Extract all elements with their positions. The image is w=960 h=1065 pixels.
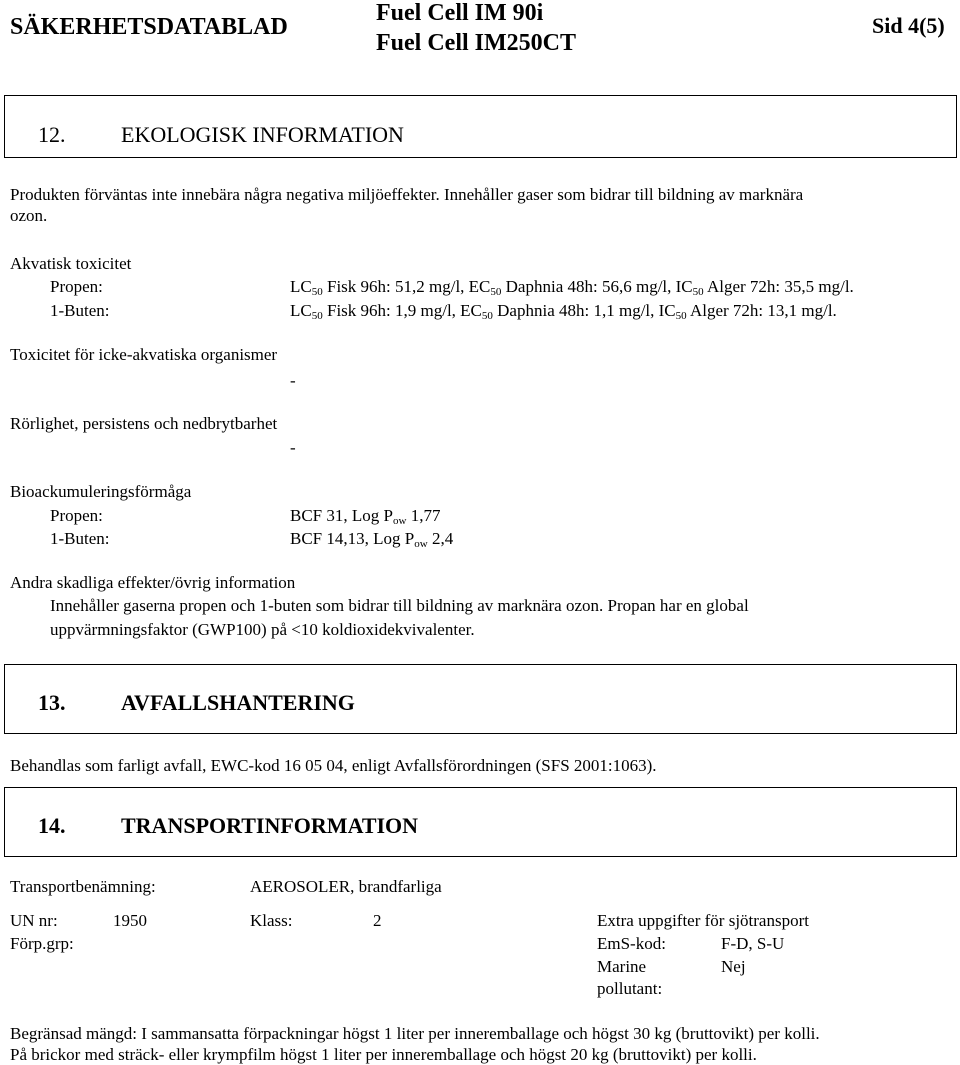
ic-subscript: 50 bbox=[692, 286, 704, 298]
non-aquatic-value: - bbox=[290, 371, 296, 390]
mobility-heading: Rörlighet, persistens och nedbrytbarhet bbox=[10, 414, 278, 433]
section-12-title: EKOLOGISK INFORMATION bbox=[121, 122, 404, 147]
bcf-text: BCF 31, Log P bbox=[290, 506, 393, 525]
lc-text: LC bbox=[290, 277, 312, 296]
aquatic-toxicity-heading: Akvatisk toxicitet bbox=[10, 254, 132, 273]
aquatic-row-label: Propen: bbox=[50, 277, 103, 296]
transport-name-label: Transportbenämning: bbox=[10, 877, 156, 896]
un-number-value: 1950 bbox=[113, 911, 147, 930]
marine-pollutant-label-line1: Marine bbox=[597, 957, 647, 976]
marine-pollutant-label-line2: pollutant: bbox=[597, 979, 663, 998]
marine-pollutant-value: Nej bbox=[721, 957, 746, 976]
daphnia-text: Daphnia 48h: 56,6 mg/l, IC bbox=[501, 277, 693, 296]
packing-group-label: Förp.grp: bbox=[10, 934, 74, 953]
un-number-label: UN nr: bbox=[10, 911, 58, 930]
limited-quantity-line1: Begränsad mängd: I sammansatta förpackningar högst 1 liter per inneremballage och högst 30 kg (bruttovikt) per kolli. bbox=[10, 1024, 820, 1043]
waste-text: Behandlas som farligt avfall, EWC-kod 16 05 04, enligt Avfallsförordningen (SFS 2001:1063). bbox=[10, 756, 657, 775]
ic-subscript: 50 bbox=[675, 310, 687, 322]
lc-subscript: 50 bbox=[311, 310, 323, 322]
other-effects-line2: uppvärmningsfaktor (GWP100) på <10 koldioxidekvivalenter. bbox=[50, 620, 475, 639]
log-pow-value: 2,4 bbox=[427, 529, 454, 548]
algae-text: Alger 72h: 35,5 mg/l. bbox=[703, 277, 854, 296]
product-name-1: Fuel Cell IM 90i bbox=[376, 0, 544, 26]
intro-text-line2: ozon. bbox=[10, 206, 48, 225]
class-value: 2 bbox=[373, 911, 382, 930]
section-13-number: 13. bbox=[38, 690, 66, 715]
ems-code-value: F-D, S-U bbox=[721, 934, 785, 953]
ec-subscript: 50 bbox=[481, 310, 493, 322]
log-pow-value: 1,77 bbox=[406, 506, 441, 525]
aquatic-row-value bbox=[290, 301, 837, 322]
other-effects-line1: Innehåller gaserna propen och 1-buten som bidrar till bildning av marknära ozon. Propan har en global bbox=[50, 596, 749, 615]
bioaccumulation-row-label: 1-Buten: bbox=[50, 529, 110, 548]
section-14-title: TRANSPORTINFORMATION bbox=[121, 813, 419, 838]
daphnia-text: Daphnia 48h: 1,1 mg/l, IC bbox=[492, 301, 676, 320]
mobility-value: - bbox=[290, 438, 296, 457]
ec-subscript: 50 bbox=[490, 286, 502, 298]
non-aquatic-heading: Toxicitet för icke-akvatiska organismer bbox=[10, 345, 278, 364]
algae-text: Alger 72h: 13,1 mg/l. bbox=[686, 301, 837, 320]
bioaccumulation-row-value bbox=[290, 529, 454, 550]
section-14-number: 14. bbox=[38, 813, 66, 838]
aquatic-row-value bbox=[290, 277, 854, 298]
intro-text-line1: Produkten förväntas inte innebära några negativa miljöeffekter. Innehåller gaser som bidrar till bildning av marknära bbox=[10, 185, 804, 204]
section-13-title: AVFALLSHANTERING bbox=[121, 690, 355, 715]
limited-quantity-line2: På brickor med sträck- eller krympfilm högst 1 liter per inneremballage och högst 20 kg (bruttovikt) per kolli. bbox=[10, 1045, 757, 1064]
aquatic-row-label: 1-Buten: bbox=[50, 301, 110, 320]
other-effects-heading: Andra skadliga effekter/övrig information bbox=[10, 573, 296, 592]
page-number: Sid 4(5) bbox=[872, 13, 945, 38]
fish-text: Fisk 96h: 1,9 mg/l, EC bbox=[322, 301, 482, 320]
pow-subscript: ow bbox=[392, 515, 407, 527]
bioaccumulation-heading: Bioackumuleringsförmåga bbox=[10, 482, 192, 501]
pow-subscript: ow bbox=[414, 538, 428, 550]
bioaccumulation-row-label: Propen: bbox=[50, 506, 103, 525]
lc-subscript: 50 bbox=[311, 286, 323, 298]
section-12-number: 12. bbox=[38, 122, 66, 147]
fish-text: Fisk 96h: 51,2 mg/l, EC bbox=[322, 277, 491, 296]
transport-name-value: AEROSOLER, brandfarliga bbox=[250, 877, 442, 896]
bioaccumulation-row-value bbox=[290, 506, 441, 527]
sea-transport-heading: Extra uppgifter för sjötransport bbox=[597, 911, 809, 930]
class-label: Klass: bbox=[250, 911, 293, 930]
bcf-text: BCF 14,13, Log P bbox=[290, 529, 415, 548]
lc-text: LC bbox=[290, 301, 312, 320]
document-title: SÄKERHETSDATABLAD bbox=[10, 14, 288, 40]
ems-code-label: EmS-kod: bbox=[597, 934, 666, 953]
product-name-2: Fuel Cell IM250CT bbox=[376, 30, 576, 56]
